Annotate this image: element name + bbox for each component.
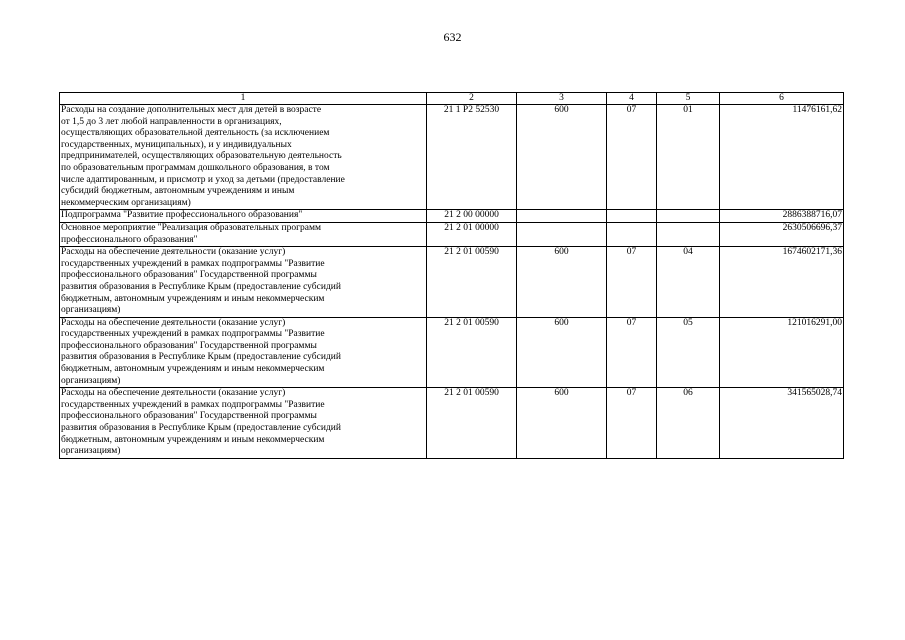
row-subsection: 04 xyxy=(657,247,720,318)
row-amount: 341565028,74 xyxy=(720,388,844,459)
column-header: 5 xyxy=(657,93,720,105)
table-row xyxy=(60,247,844,318)
column-header: 2 xyxy=(427,93,517,105)
table-row xyxy=(60,105,844,210)
row-code: 21 2 01 00590 xyxy=(427,317,517,388)
row-name: Расходы на создание дополнительных мест для детей в возрасте от 1,5 до 3 лет любой направленности в организациях, осуществляющих образовательной деятельность (за исключением государственных, муниципальных), и у индивидуальных предпринимателей, осуществляющих образовательную деятельность по образовательным программам дошкольного образования, в том числе адаптированным, и присмотр и уход за детьми (предоставление субсидий бюджетным, автономным учреждениям и иным некоммерческим организациям) xyxy=(60,105,427,210)
row-expense-type: 600 xyxy=(517,105,607,210)
row-name: Расходы на обеспечение деятельности (оказание услуг) государственных учреждений в рамках подпрограммы "Развитие профессионального образования" Государственной программы развития образования в Республике Крым (предоставление субсидий бюджетным, автономным учреждениям и иным некоммерческим организациям) xyxy=(60,317,427,388)
table-row xyxy=(60,210,844,223)
row-name: Расходы на обеспечение деятельности (оказание услуг) государственных учреждений в рамках подпрограммы "Развитие профессионального образования" Государственной программы развития образования в Республике Крым (предоставление субсидий бюджетным, автономным учреждениям и иным некоммерческим организациям) xyxy=(60,388,427,459)
row-code: 21 2 01 00000 xyxy=(427,222,517,246)
page-number: 632 xyxy=(443,30,462,44)
row-expense-type xyxy=(517,210,607,223)
row-subsection xyxy=(657,210,720,223)
row-expense-type: 600 xyxy=(517,388,607,459)
table-row xyxy=(60,388,844,459)
row-subsection: 01 xyxy=(657,105,720,210)
row-subsection: 05 xyxy=(657,317,720,388)
table-row xyxy=(60,222,844,246)
row-amount: 1674602171,36 xyxy=(720,247,844,318)
row-section: 07 xyxy=(607,105,657,210)
row-section: 07 xyxy=(607,247,657,318)
table-row xyxy=(60,317,844,388)
column-header: 4 xyxy=(607,93,657,105)
row-section xyxy=(607,222,657,246)
row-expense-type xyxy=(517,222,607,246)
row-subsection xyxy=(657,222,720,246)
row-expense-type: 600 xyxy=(517,247,607,318)
row-amount: 2886388716,07 xyxy=(720,210,844,223)
column-header: 3 xyxy=(517,93,607,105)
row-subsection: 06 xyxy=(657,388,720,459)
row-name: Подпрограмма "Развитие профессионального образования" xyxy=(60,210,427,223)
row-code: 21 2 00 00000 xyxy=(427,210,517,223)
table-header-row xyxy=(60,93,844,105)
row-code: 21 1 P2 52530 xyxy=(427,105,517,210)
row-section: 07 xyxy=(607,317,657,388)
row-name: Расходы на обеспечение деятельности (оказание услуг) государственных учреждений в рамках подпрограммы "Развитие профессионального образования" Государственной программы развития образования в Республике Крым (предоставление субсидий бюджетным, автономным учреждениям и иным некоммерческим организациям) xyxy=(60,247,427,318)
row-amount: 121016291,00 xyxy=(720,317,844,388)
row-amount: 11476161,62 xyxy=(720,105,844,210)
column-header: 1 xyxy=(60,93,427,105)
row-code: 21 2 01 00590 xyxy=(427,247,517,318)
row-expense-type: 600 xyxy=(517,317,607,388)
budget-table xyxy=(59,92,844,459)
column-header: 6 xyxy=(720,93,844,105)
row-code: 21 2 01 00590 xyxy=(427,388,517,459)
row-amount: 2630506696,37 xyxy=(720,222,844,246)
row-section xyxy=(607,210,657,223)
row-name: Основное мероприятие "Реализация образовательных программ профессионального образования" xyxy=(60,222,427,246)
row-section: 07 xyxy=(607,388,657,459)
